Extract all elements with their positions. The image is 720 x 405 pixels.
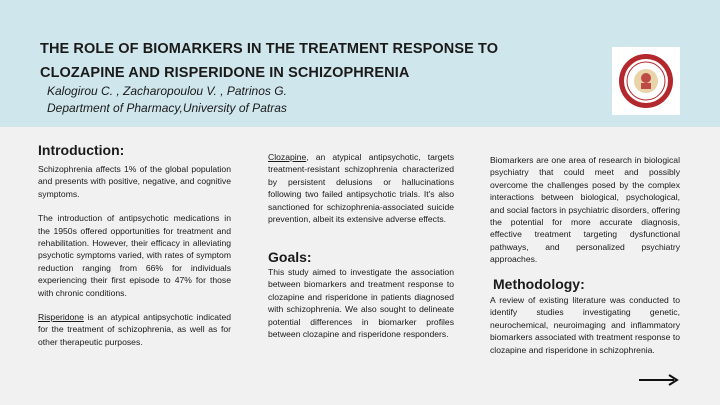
introduction-heading: Introduction: [38, 142, 125, 158]
authors: Kalogirou C. , Zacharopoulou V. , Patrinos G. [47, 84, 287, 98]
methodology-paragraph: A review of existing literature was conducted to identify studies investigating genetic, neurochemical, neuroimaging and inflammatory biomarkers associated with treatment response to clozapine and risperidone in schizophrenia. [490, 295, 680, 355]
next-arrow-icon[interactable] [638, 373, 682, 387]
goals-heading: Goals: [268, 249, 312, 265]
biomarkers-column [490, 154, 680, 266]
department: Department of Pharmacy,University of Patras [47, 101, 287, 115]
poster-title [40, 37, 580, 85]
intro-paragraph-1: Schizophrenia affects 1% of the global population and presents with positive, negative, and cognitive symptoms. [38, 164, 231, 199]
clozapine-paragraph [268, 151, 454, 225]
risperidone-text: is an atypical antipsychotic indicated for the treatment of schizophrenia, as well as for other therapeutic purposes. [38, 312, 231, 347]
title-line-1: THE ROLE OF BIOMARKERS IN THE TREATMENT RESPONSE TO [40, 41, 499, 57]
introduction-column [38, 163, 231, 348]
intro-paragraph-2: The introduction of antipsychotic medications in the 1950s offered opportunities for treatment and rehabilitation. However, their efficacy in alleviating psychotic symptoms varied, with rates of symptom reduction ranging from 66% for individuals experiencing their first episode to 47% for those with chronic conditions. [38, 213, 231, 298]
clozapine-column [268, 151, 454, 225]
university-logo [612, 47, 680, 115]
university-seal-icon [612, 47, 680, 115]
goals-column [268, 266, 454, 340]
intro-paragraph-3 [38, 311, 231, 348]
goals-paragraph: This study aimed to investigate the association between biomarkers and treatment response to clozapine and risperidone in patients diagnosed with schizophrenia. We also sought to delineate potential differences in biomarker profiles between clozapine and risperidone responders. [268, 267, 454, 340]
methodology-heading: Methodology: [493, 276, 585, 292]
header-banner [0, 0, 720, 127]
title-line-2: CLOZAPINE AND RISPERIDONE IN SCHIZOPHRENIA [40, 65, 410, 81]
clozapine-link[interactable]: Clozapine [268, 152, 307, 162]
biomarkers-paragraph: Biomarkers are one area of research in biological psychiatry that could meet and possibly overcome the challenges posed by the complex interactions between biological, psychological, and social factors in psychiatric disorders, offering the potential for more accurate diagnosis, effective treatment targeting dysfunctional pathways, and personalized psychiatry approaches. [490, 155, 680, 265]
methodology-column [490, 294, 680, 356]
clozapine-text: , an atypical antipsychotic, targets treatment-resistant schizophrenia characterized by persistent delusions or hallucinations following two failed antipsychotic trials. It's also sanctioned for schizophrenia-associated suicide prevention, albeit its extensive adverse effects. [268, 152, 454, 225]
risperidone-link[interactable]: Risperidone [38, 312, 84, 323]
